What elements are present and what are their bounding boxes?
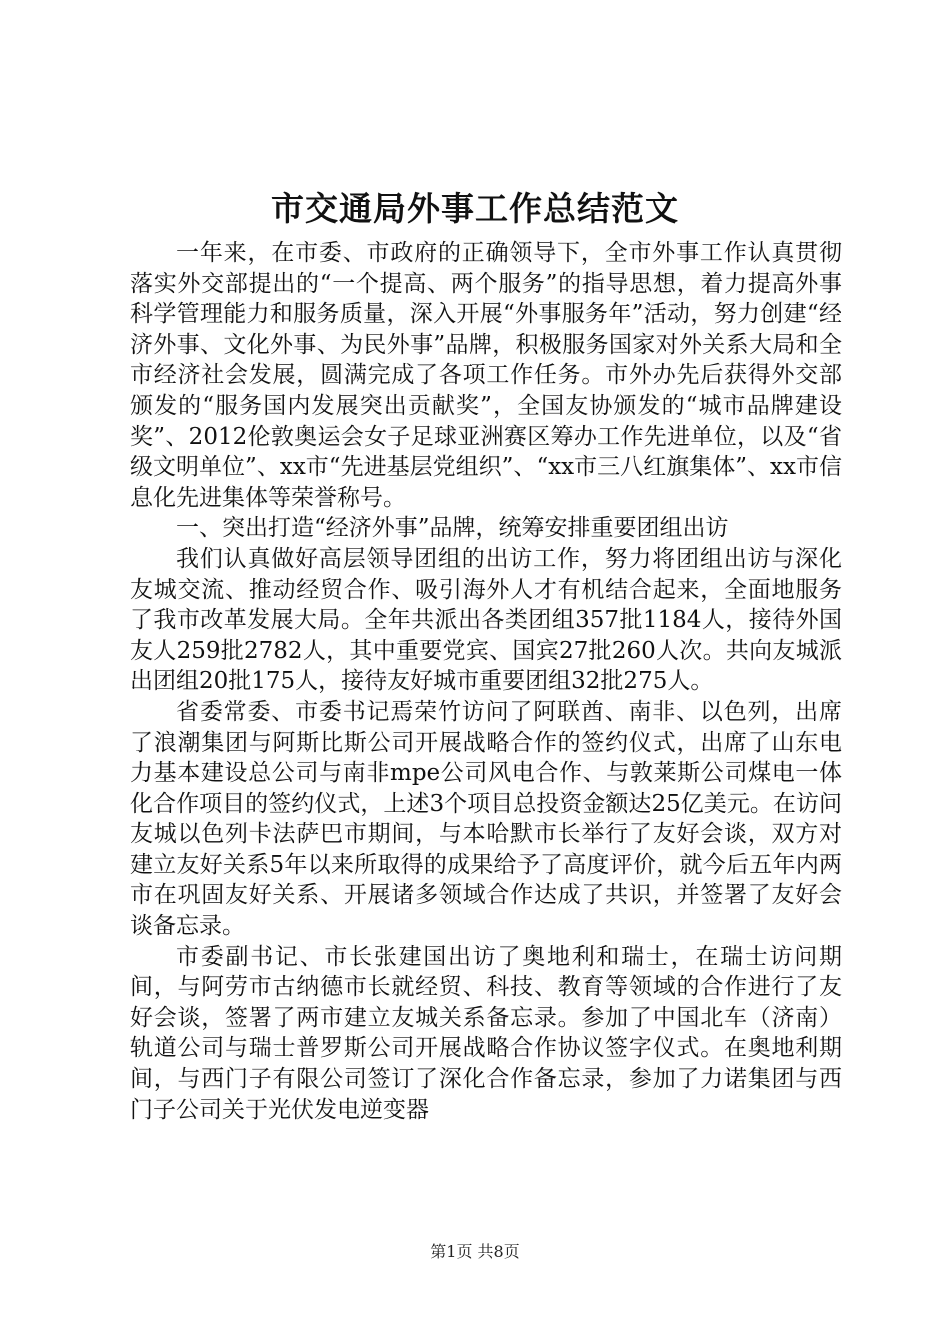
paragraph-delegations: 我们认真做好高层领导团组的出访工作，努力将团组出访与深化友城交流、推动经贸合作、吸引海外人才有机结合起来，全面地服务了我市改革发展大局。全年共派出各类团组357批1184人，接待外国友人259批2782人，其中重要党宾、国宾27批260人次。共向友城派出团组20批175人，接待友好城市重要团组32批275人。 xyxy=(130,545,842,695)
document-title: 市交通局外事工作总结范文 xyxy=(271,189,679,228)
document-body xyxy=(130,238,842,1125)
section-heading-1: 一、突出打造“经济外事”品牌，统筹安排重要团组出访 xyxy=(176,515,729,542)
page-footer: 第1页 共8页 xyxy=(430,1242,520,1261)
paragraph-intro: 一年来，在市委、市政府的正确领导下，全市外事工作认真贯彻落实外交部提出的“一个提高、两个服务”的指导思想，着力提高外事科学管理能力和服务质量，深入开展“外事服务年”活动，努力创建“经济外事、文化外事、为民外事”品牌，积极服务国家对外关系大局和全市经济社会发展，圆满完成了各项工作任务。市外办先后获得外交部颁发的“服务国内发展突出贡献奖”，全国友协颁发的“城市品牌建设奖”、2012伦敦奥运会女子足球亚洲赛区筹办工作先进单位，以及“省级文明单位”、xx市“先进基层党组织”、“xx市三八红旗集体”、xx市信息化先进集体等荣誉称号。 xyxy=(130,240,842,511)
paragraph-mayor-visit: 市委副书记、市长张建国出访了奥地利和瑞士，在瑞士访问期间，与阿劳市古纳德市长就经贸、科技、教育等领域的合作进行了友好会谈，签署了两市建立友城关系备忘录。参加了中国北车（济南）轨道公司与瑞士普罗斯公司开展战略合作协议签字仪式。在奥地利期间，与西门子有限公司签订了深化合作备忘录，参加了力诺集团与西门子公司关于光伏发电逆变器 xyxy=(130,943,842,1123)
paragraph-party-secretary-visit: 省委常委、市委书记焉荣竹访问了阿联酋、南非、以色列，出席了浪潮集团与阿斯比斯公司开展战略合作的签约仪式，出席了山东电力基本建设总公司与南非mpe公司风电合作、与敦莱斯公司煤电一体化合作项目的签约仪式，上述3个项目总投资金额达25亿美元。在访问友城以色列卡法萨巴市期间，与本哈默市长举行了友好会谈，双方对建立友好关系5年以来所取得的成果给予了高度评价，就今后五年内两市在巩固友好关系、开展诸多领域合作达成了共识，并签署了友好会谈备忘录。 xyxy=(130,698,842,940)
